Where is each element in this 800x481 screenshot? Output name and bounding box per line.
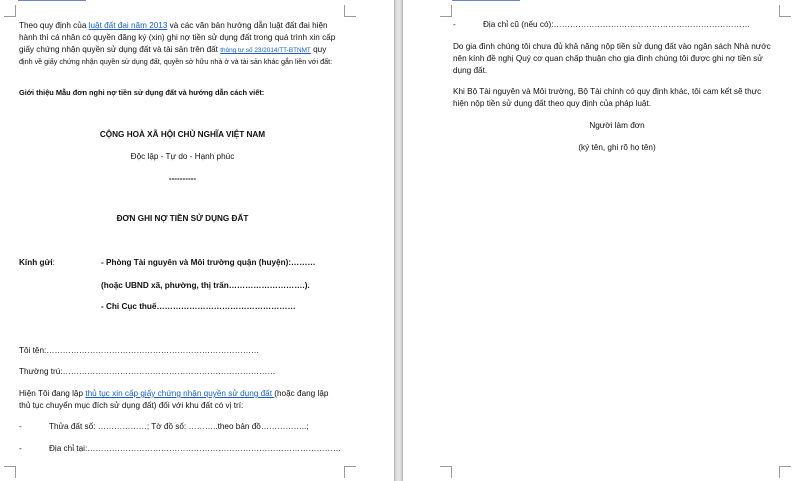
procedure-text: Hiện Tôi đang lập — [19, 389, 86, 398]
intro-text: giấy chứng nhận quyền sử dụng đất và tài sản trên đất — [19, 45, 221, 54]
crop-mark — [779, 5, 791, 17]
intro-text: quy — [310, 45, 327, 54]
crop-mark — [344, 5, 356, 17]
residence-field-line: Thường trú:…………………………………………………………………… — [19, 367, 276, 376]
page-gutter — [394, 0, 403, 481]
signer-label: Người làm đơn — [589, 121, 645, 130]
old-address-line: Địa chỉ cũ (nếu có):……………………………………………………………… — [483, 20, 751, 29]
form-title: ĐƠN GHI NỢ TIỀN SỬ DỤNG ĐẤT — [116, 214, 249, 223]
crop-mark — [4, 466, 16, 478]
procedure-line-1 — [19, 389, 328, 399]
parcel-number-line: Thửa đất số: ………………; Tờ đồ số: ………..theo bản đồ……………..; — [49, 422, 309, 431]
motto: Độc lập - Tự do - Hạnh phúc — [130, 152, 235, 161]
document-page-right — [403, 0, 800, 481]
document-page-left — [0, 0, 394, 481]
nation-heading: CỘNG HOÀ XÃ HỘI CHỦ NGHĨA VIỆT NAM — [99, 130, 266, 139]
request-paragraph-line: dụng đất. — [453, 66, 488, 75]
page-top-edge-line — [452, 0, 520, 1]
signature-note: (ký tên, ghi rõ họ tên) — [578, 143, 656, 152]
kinh-gui-colon: : — [52, 258, 55, 267]
certificate-procedure-link[interactable]: thủ tục xin cấp giấy chứng nhận quyền sử dụng đất — [85, 389, 275, 398]
intro-text: Theo quy định của — [19, 21, 89, 30]
page-top-edge-line — [18, 0, 86, 1]
intro-line-1 — [19, 21, 328, 31]
kinh-gui-label — [19, 258, 55, 268]
separator: ---------- — [168, 174, 197, 183]
bullet-dash: - — [19, 444, 22, 453]
intro-line-2: hành thì cá nhân có quyền đăng ký (xin) ghi nợ tiền sử dụng đất trong quá trình xin cấp — [19, 33, 336, 42]
crop-mark — [440, 5, 452, 17]
recipient-line: - Phòng Tài nguyên và Môi trường quận (huyện):……… — [101, 258, 316, 267]
intro-line-4: định về giấy chứng nhận quyền sử dụng đất, quyền sở hữu nhà ở và tài sản khác gắn liền với đất: — [19, 57, 333, 66]
crop-mark — [440, 466, 452, 478]
land-law-2013-link[interactable]: luật đất đai năm 2013 — [88, 21, 168, 30]
circular-23-2014-link[interactable]: thông tư số 23/2014/TT-BTNMT — [220, 47, 311, 54]
request-paragraph-line: Do gia đình chúng tôi chưa đủ khả năng nộp tiền sử dụng đất vào ngân sách Nhà nước — [453, 42, 771, 51]
bullet-dash: - — [453, 20, 456, 29]
name-field-line: Tôi tên:…………………………………………………………………… — [19, 346, 260, 355]
recipient-line: (hoặc UBND xã, phường, thị trấn……………………….). — [101, 281, 310, 290]
commitment-paragraph-line: hiện nộp tiền sử dụng đất theo quy định của pháp luật. — [453, 99, 652, 108]
kinh-gui-text: Kính gửi — [19, 258, 53, 267]
procedure-line-2: thủ tục chuyển mục đích sử dụng đất) đối với khu đất có vị trí: — [19, 401, 244, 410]
request-paragraph-line: nên kính đề nghị Quý cơ quan chấp thuận cho gia đình chúng tôi được ghi nợ tiền sử — [453, 54, 763, 63]
intro-text: và các văn bản hướng dẫn luật đất đai hiện — [167, 21, 328, 30]
bullet-dash: - — [19, 422, 22, 431]
section-heading: Giới thiệu Mẫu đơn nghi nợ tiền sử dụng đất và hướng dẫn cách viết: — [19, 88, 265, 97]
procedure-text: (hoặc đang lập — [274, 389, 329, 398]
crop-mark — [4, 5, 16, 17]
crop-mark — [344, 466, 356, 478]
address-line: Địa chỉ tại:………………………………………………………………………………… — [49, 444, 342, 453]
commitment-paragraph-line: Khi Bộ Tài nguyên và Môi trường, Bộ Tài chính có quy định khác, tôi cam kết sẽ thực — [453, 87, 762, 96]
crop-mark — [779, 466, 791, 478]
intro-line-3 — [19, 45, 326, 56]
recipient-line: - Chi Cục thuế…………………………………………… — [101, 302, 296, 311]
